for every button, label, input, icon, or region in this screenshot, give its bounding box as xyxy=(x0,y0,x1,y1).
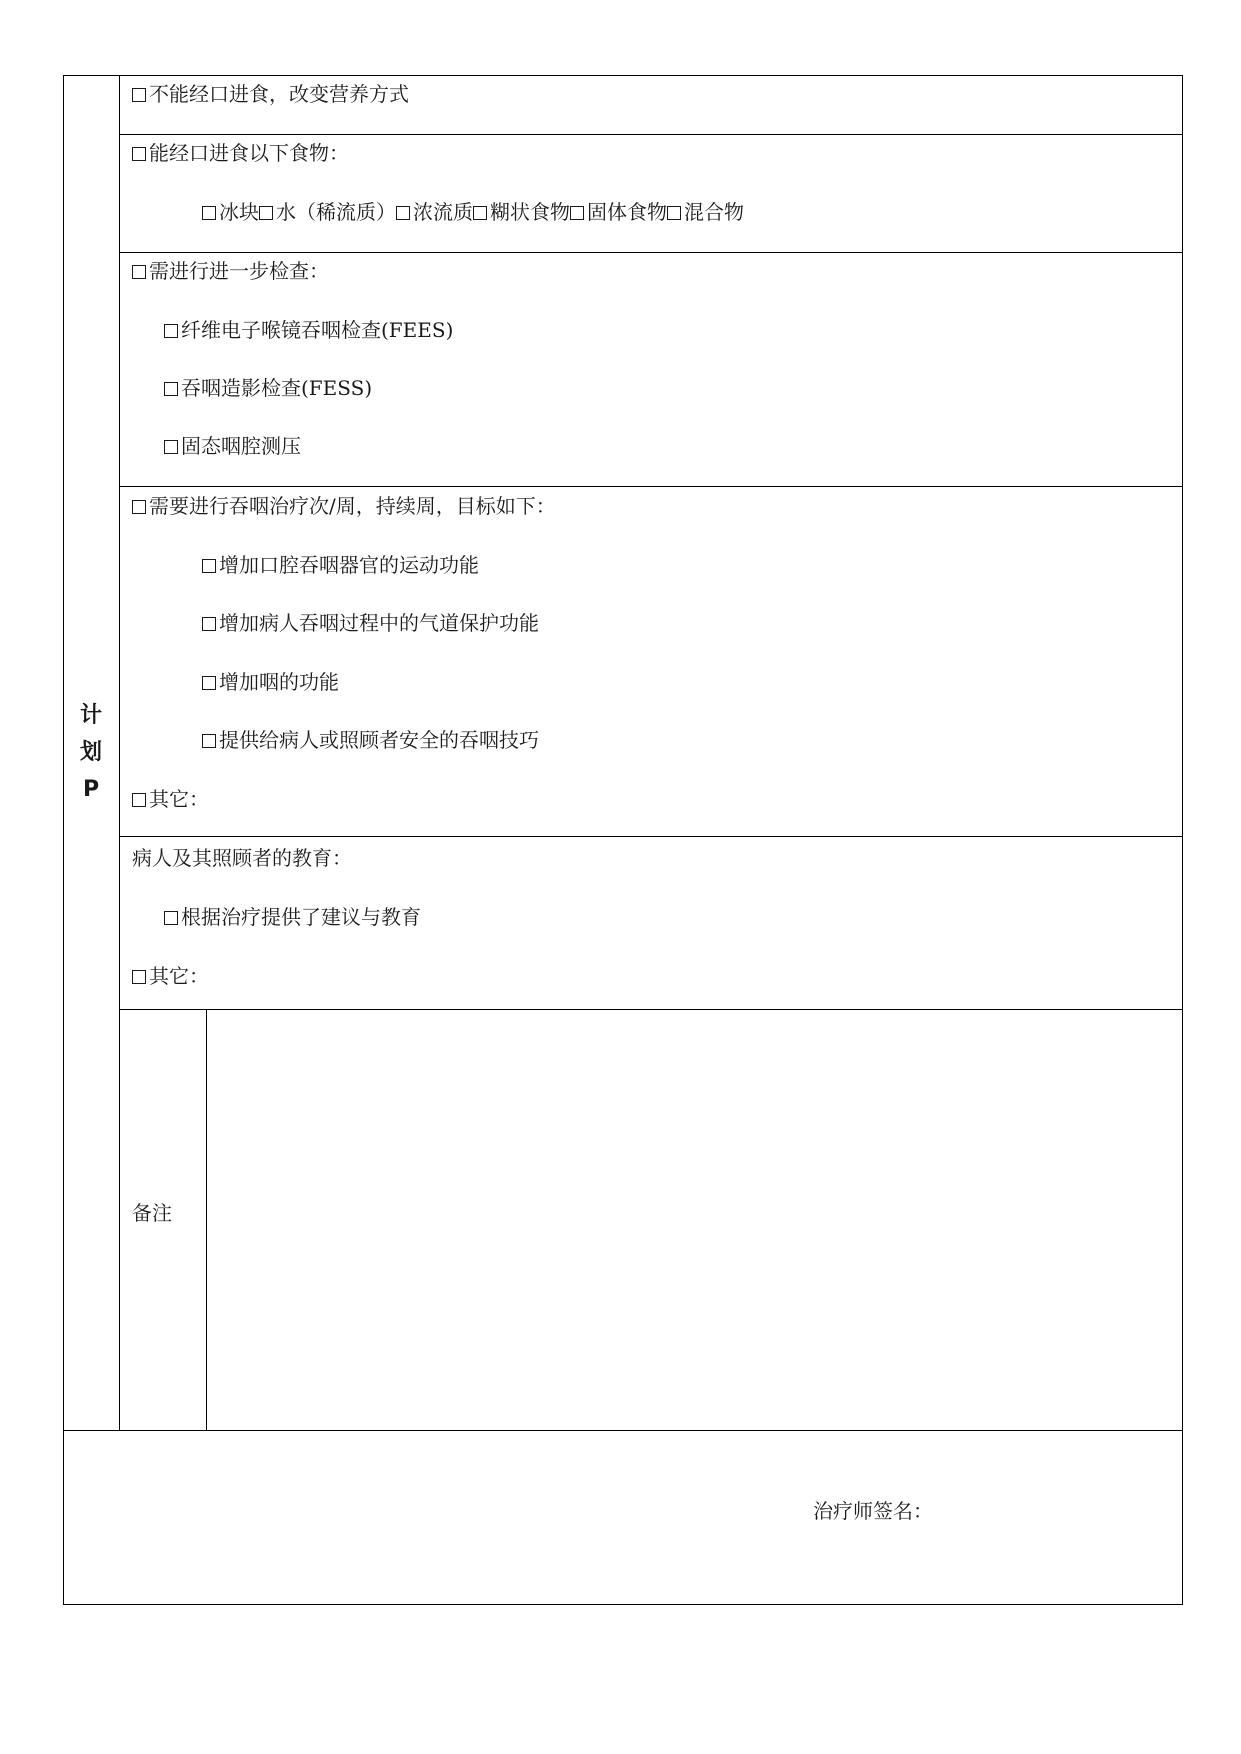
food-option-label: 冰块 xyxy=(219,200,259,224)
row-divider xyxy=(120,486,1182,487)
option-label: 需要进行吞咽治疗次/周，持续周，目标如下： xyxy=(149,494,556,518)
checkbox[interactable] xyxy=(164,440,178,454)
remarks-label-divider xyxy=(206,1009,207,1430)
checkbox[interactable] xyxy=(132,793,146,807)
remarks-field[interactable] xyxy=(210,1010,1180,1428)
exam-option-fees xyxy=(164,318,453,342)
education-other-option xyxy=(132,964,209,988)
option-label: 能经口进食以下食物： xyxy=(149,141,349,165)
checkbox[interactable] xyxy=(202,559,216,573)
therapy-goal-option xyxy=(202,553,479,577)
signature-row-divider xyxy=(64,1430,1182,1431)
option-label: 其它： xyxy=(149,964,209,988)
food-option-label: 糊状食物 xyxy=(490,200,570,224)
checkbox[interactable] xyxy=(202,734,216,748)
option-label: 提供给病人或照顾者安全的吞咽技巧 xyxy=(219,728,539,752)
therapy-goal-option xyxy=(202,728,539,752)
food-options-row xyxy=(202,200,744,224)
oral-intake-heading xyxy=(132,141,349,165)
therapy-other-option xyxy=(132,787,209,811)
option-label: 增加咽的功能 xyxy=(219,670,339,694)
checkbox[interactable] xyxy=(259,206,273,220)
row-divider xyxy=(120,836,1182,837)
checkbox[interactable] xyxy=(667,206,681,220)
checkbox[interactable] xyxy=(132,500,146,514)
therapy-goal-option xyxy=(202,611,539,635)
education-heading: 病人及其照顾者的教育： xyxy=(132,846,352,870)
exam-option-fess xyxy=(164,376,372,400)
food-option-label: 浓流质 xyxy=(413,200,473,224)
checkbox[interactable] xyxy=(132,265,146,279)
plan-side-label: 计划P xyxy=(79,702,102,802)
checkbox[interactable] xyxy=(396,206,410,220)
checkbox[interactable] xyxy=(164,324,178,338)
food-option-label: 固体食物 xyxy=(587,200,667,224)
checkbox[interactable] xyxy=(202,676,216,690)
checkbox[interactable] xyxy=(164,911,178,925)
checkbox[interactable] xyxy=(202,617,216,631)
checkbox[interactable] xyxy=(132,88,146,102)
education-option xyxy=(164,905,421,929)
option-label: 固态咽腔测压 xyxy=(181,434,301,458)
row-divider xyxy=(120,252,1182,253)
option-label: 纤维电子喉镜吞咽检查(FEES) xyxy=(181,318,454,342)
checkbox[interactable] xyxy=(164,382,178,396)
option-label: 吞咽造影检查(FESS) xyxy=(181,376,373,400)
further-exam-heading xyxy=(132,259,329,283)
checkbox[interactable] xyxy=(473,206,487,220)
food-option-label: 水（稀流质） xyxy=(276,200,396,224)
exam-option-manometry xyxy=(164,434,301,458)
option-label: 增加口腔吞咽器官的运动功能 xyxy=(219,553,479,577)
checkbox[interactable] xyxy=(202,206,216,220)
checkbox[interactable] xyxy=(570,206,584,220)
checkbox[interactable] xyxy=(132,147,146,161)
therapy-goal-option xyxy=(202,670,339,694)
checkbox[interactable] xyxy=(132,970,146,984)
row-divider xyxy=(120,134,1182,135)
option-label: 增加病人吞咽过程中的气道保护功能 xyxy=(219,611,539,635)
option-label: 根据治疗提供了建议与教育 xyxy=(181,905,421,929)
swallow-therapy-heading xyxy=(132,494,556,518)
option-label: 需进行进一步检查： xyxy=(149,259,329,283)
plan-side-label-cell xyxy=(63,75,119,1429)
no-oral-intake-option xyxy=(132,82,409,106)
remarks-label: 备注 xyxy=(132,1201,172,1225)
food-option-label: 混合物 xyxy=(684,200,744,224)
option-label: 不能经口进食，改变营养方式 xyxy=(149,82,409,106)
side-column-divider xyxy=(119,76,120,1430)
therapist-signature-label: 治疗师签名： xyxy=(813,1499,933,1523)
option-label: 其它： xyxy=(149,787,209,811)
